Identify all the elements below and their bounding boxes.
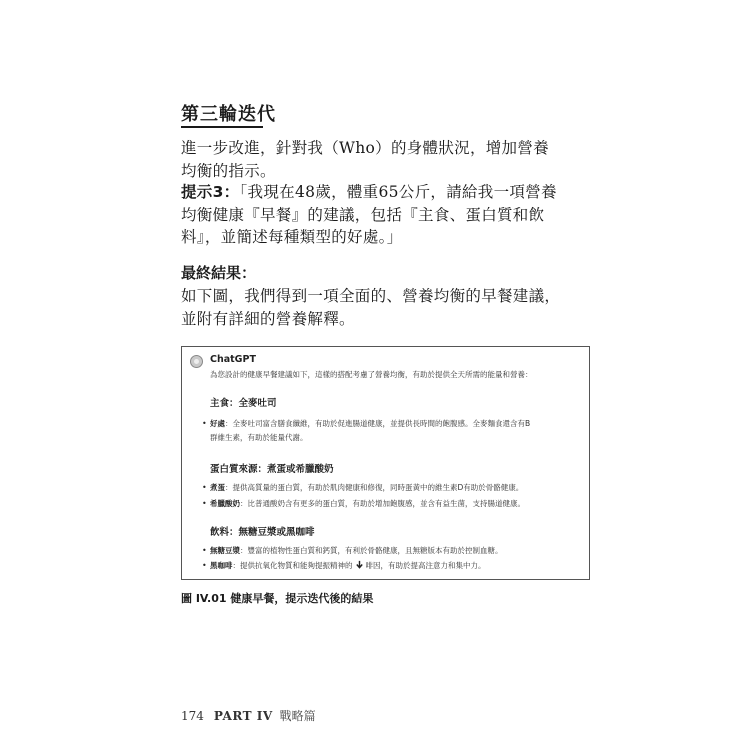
chatgpt-logo-icon (190, 355, 203, 368)
item-name: 黑咖啡 (210, 561, 233, 570)
section-title: 第三輪迭代 (181, 104, 276, 125)
response-intro: 為您設計的健康早餐建議如下，這樣的搭配考慮了營養均衡，有助於提供全天所需的能量和營養： (210, 370, 533, 379)
item-text: ：全麥吐司富含膳食纖維，有助於促進腸道健康，並提供長時間的飽腹感。全麥麵食還含有B (225, 419, 531, 428)
item-text: ：提供抗氧化物質和能夠提振精神的 (232, 561, 353, 570)
final-result-heading: 最終結果： (181, 264, 257, 282)
item-name: 好處 (210, 419, 225, 428)
bullet-icon: • (202, 561, 207, 570)
chatgpt-response-figure (181, 346, 590, 580)
figure-caption: 圖 IV.01 健康早餐，提示迭代後的結果 (181, 592, 374, 605)
item-name: 煮蛋 (210, 483, 225, 492)
chapter-label: 戰略篇 (279, 709, 316, 723)
prompt-paragraph (181, 181, 561, 249)
paragraph-result: 如下圖，我們得到一項全面的、營養均衡的早餐建議，並附有詳細的營養解釋。 (181, 287, 561, 328)
prompt-label: 提示3： (181, 183, 240, 201)
prompt-text: 「我現在48歲，體重65公斤，請給我一項營養均衡健康『早餐』的建議，包括『主食、蛋白質和飲料』，並簡述每種類型的好處。」 (181, 183, 557, 246)
bot-name: ChatGPT (210, 354, 256, 365)
item-name: 希臘酸奶 (210, 499, 240, 508)
title-underline (181, 126, 263, 128)
bullet-icon: • (202, 546, 207, 555)
item-name: 無糖豆漿 (210, 546, 240, 555)
category-protein-heading: 蛋白質來源：煮蛋或希臘酸奶 (210, 464, 334, 475)
list-item-whole-wheat (202, 417, 582, 445)
category-drink-heading: 飲料：無糖豆漿或黑咖啡 (210, 527, 315, 538)
item-text: ：比普通酸奶含有更多的蛋白質，有助於增加飽腹感，並含有益生菌，支持腸道健康。 (240, 499, 525, 508)
bullet-icon: • (202, 419, 207, 428)
list-item-boiled-egg (202, 481, 582, 495)
list-item-greek-yogurt (202, 497, 582, 511)
item-text-continued: 群維生素，有助於能量代謝。 (210, 433, 308, 442)
bullet-icon: • (202, 499, 207, 508)
page-footer (181, 707, 316, 724)
bullet-icon: • (202, 483, 207, 492)
arrow-down-icon[interactable] (355, 560, 364, 569)
item-text: ：豐富的植物性蛋白質和鈣質，有利於骨骼健康，且無糖版本有助於控制血糖。 (240, 546, 503, 555)
list-item-black-coffee (202, 559, 582, 573)
paragraph-intro: 進一步改進，針對我（Who）的身體狀況，增加營養均衡的指示。 (181, 139, 549, 180)
part-label: PART IV (213, 709, 273, 723)
page-number: 174 (181, 709, 204, 723)
item-text: ：提供高質量的蛋白質，有助於肌肉健康和修復，同時蛋黃中的維生素D有助於骨骼健康。 (225, 483, 524, 492)
item-text-continued: 啡因，有助於提高注意力和集中力。 (365, 561, 486, 570)
category-staple-heading: 主食：全麥吐司 (210, 398, 277, 409)
list-item-soy-milk (202, 544, 582, 558)
